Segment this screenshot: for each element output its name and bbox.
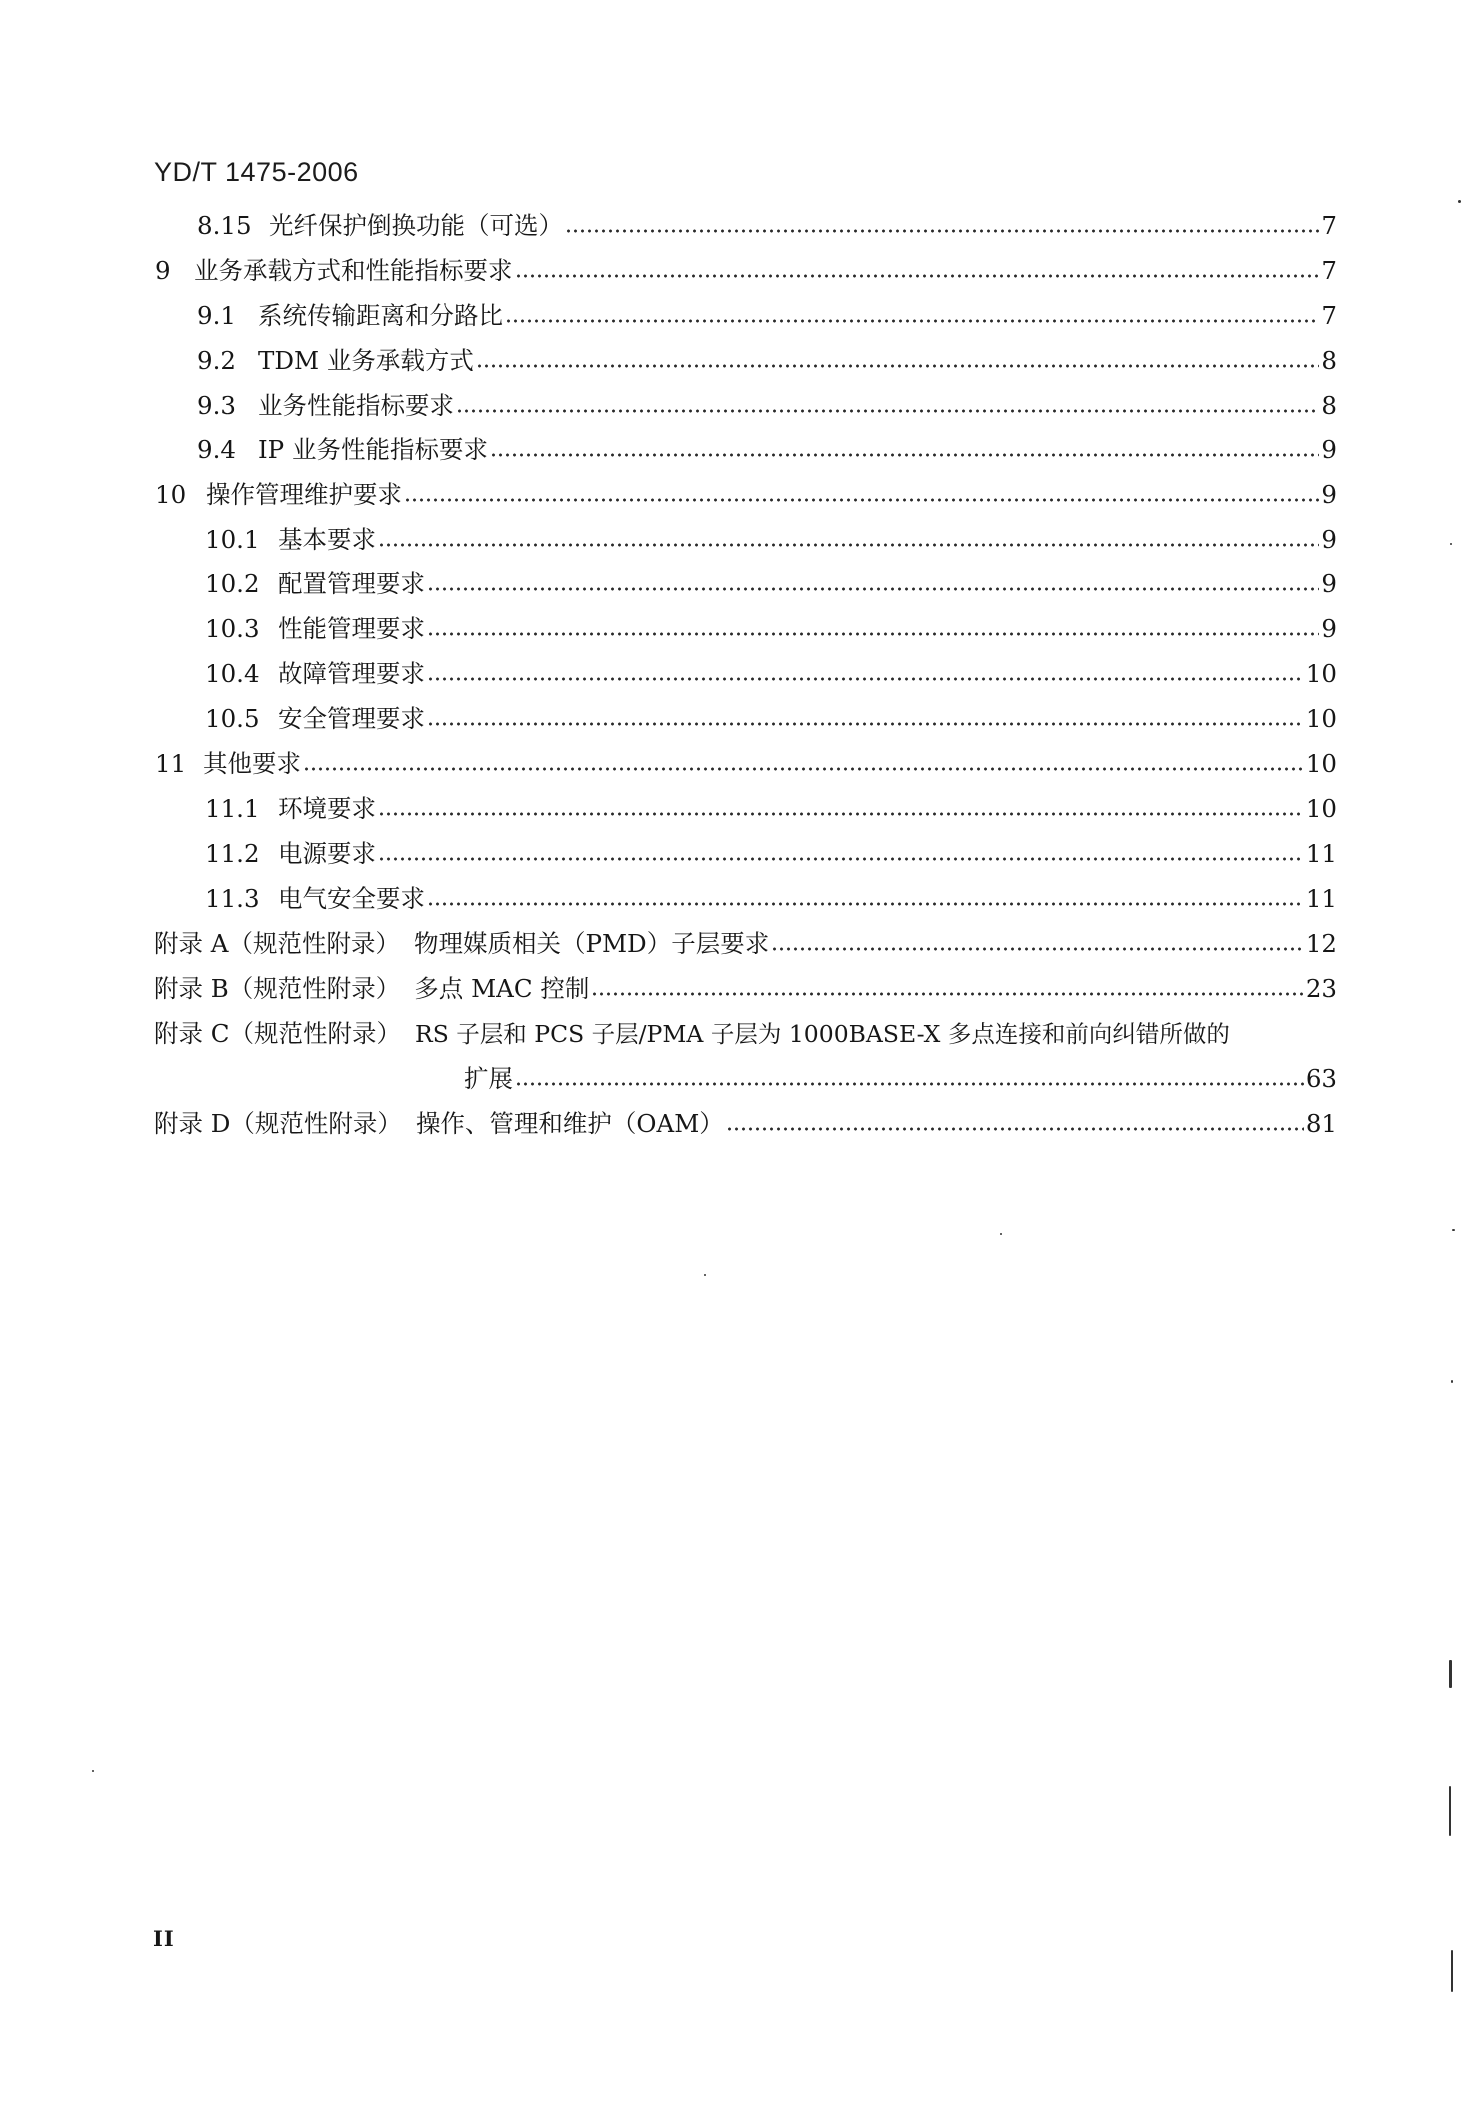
scan-speck — [1000, 1233, 1002, 1235]
toc-page: 7 — [1321, 211, 1337, 240]
annex-title: 多点 MAC 控制 — [414, 974, 590, 1003]
toc-page: 9 — [1321, 435, 1337, 464]
toc-number: 10.1 — [205, 525, 260, 554]
dot-leader — [427, 677, 1304, 681]
toc-line — [464, 1059, 1337, 1099]
toc-title: 安全管理要求 — [278, 704, 425, 733]
dot-leader — [456, 409, 1319, 413]
toc-page: 81 — [1305, 1109, 1337, 1138]
toc-title: 电气安全要求 — [278, 884, 425, 913]
annex-title-continued: 扩展 — [464, 1064, 513, 1093]
toc-number: 10.4 — [205, 659, 260, 688]
toc-number: 11.3 — [205, 884, 260, 913]
annex-label: 附录 C（规范性附录） — [154, 1019, 402, 1048]
toc-number: 10.2 — [205, 569, 260, 598]
toc-line — [278, 654, 1337, 694]
scan-mark — [1449, 1786, 1451, 1836]
annex-entry-continued[interactable] — [0, 1059, 1475, 1099]
dot-leader — [591, 992, 1303, 996]
toc-entry[interactable] — [0, 609, 1475, 649]
dot-leader — [427, 587, 1319, 591]
dot-leader — [505, 319, 1319, 323]
toc-entry[interactable] — [0, 699, 1475, 739]
scan-mark — [1451, 1950, 1453, 1992]
toc-entry[interactable] — [0, 564, 1475, 604]
scan-speck — [1450, 543, 1452, 545]
toc-entry[interactable] — [0, 386, 1475, 426]
toc-page: 10 — [1305, 749, 1337, 778]
dot-leader — [490, 453, 1319, 457]
toc-line — [278, 789, 1337, 829]
scan-speck — [1452, 1229, 1455, 1231]
toc-line — [278, 564, 1337, 604]
scan-speck — [1458, 200, 1461, 203]
annex-entry[interactable] — [0, 969, 1475, 1009]
dot-leader — [303, 767, 1304, 771]
toc-entry[interactable] — [0, 206, 1475, 246]
toc-title: 光纤保护倒换功能（可选） — [269, 211, 563, 240]
toc-line — [154, 1014, 1337, 1054]
toc-title: 业务承载方式和性能指标要求 — [194, 256, 513, 285]
toc-page: 8 — [1321, 346, 1337, 375]
dot-leader — [515, 274, 1320, 278]
toc-number: 9 — [155, 256, 171, 285]
toc-number: 11 — [155, 749, 187, 778]
dot-leader — [726, 1127, 1304, 1131]
toc-line — [194, 251, 1337, 291]
toc-title: 环境要求 — [278, 794, 376, 823]
dot-leader — [378, 543, 1319, 547]
toc-entry[interactable] — [0, 879, 1475, 919]
toc-page: 9 — [1321, 569, 1337, 598]
toc-title: 操作管理维护要求 — [206, 480, 402, 509]
toc-page: 12 — [1305, 929, 1337, 958]
toc-title: 性能管理要求 — [278, 614, 425, 643]
toc-title: 系统传输距离和分路比 — [258, 301, 503, 330]
dot-leader — [476, 364, 1320, 368]
toc-number: 9.3 — [197, 391, 236, 420]
toc-number: 10.3 — [205, 614, 260, 643]
toc-number: 10.5 — [205, 704, 260, 733]
toc-entry[interactable] — [0, 834, 1475, 874]
toc-page: 9 — [1321, 614, 1337, 643]
annex-entry[interactable] — [0, 1104, 1475, 1144]
toc-line — [278, 879, 1337, 919]
toc-page: 10 — [1305, 794, 1337, 823]
toc-entry[interactable] — [0, 341, 1475, 381]
toc-line — [278, 520, 1337, 560]
toc-title: 基本要求 — [278, 525, 376, 554]
toc-title: 其他要求 — [203, 749, 301, 778]
toc-number: 9.1 — [197, 301, 236, 330]
toc-page: 9 — [1321, 480, 1337, 509]
dot-leader — [771, 947, 1304, 951]
annex-label: 附录 A（规范性附录） — [154, 929, 400, 958]
dot-leader — [378, 812, 1304, 816]
dot-leader — [515, 1082, 1304, 1086]
toc-line — [258, 430, 1337, 470]
toc-page: 11 — [1305, 839, 1337, 868]
toc-entry[interactable] — [0, 520, 1475, 560]
toc-line — [154, 1104, 1337, 1144]
toc-title: 业务性能指标要求 — [258, 391, 454, 420]
dot-leader — [404, 498, 1319, 502]
toc-page: 11 — [1305, 884, 1337, 913]
toc-line — [154, 924, 1337, 964]
scan-speck — [704, 1274, 706, 1276]
annex-label: 附录 D（规范性附录） — [154, 1109, 402, 1138]
toc-entry[interactable] — [0, 744, 1475, 784]
toc-line — [278, 609, 1337, 649]
toc-line — [278, 834, 1337, 874]
page-number: II — [153, 1926, 175, 1951]
toc-line — [258, 386, 1337, 426]
toc-title: 电源要求 — [278, 839, 376, 868]
toc-entry[interactable] — [0, 296, 1475, 336]
toc-number: 9.4 — [197, 435, 236, 464]
toc-number: 11.1 — [205, 794, 260, 823]
dot-leader — [427, 902, 1304, 906]
annex-title: RS 子层和 PCS 子层/PMA 子层为 1000BASE-X 多点连接和前向纠错所做的 — [415, 1020, 1230, 1048]
dot-leader — [565, 229, 1319, 233]
scan-mark — [1449, 1660, 1452, 1688]
toc-entry[interactable] — [0, 789, 1475, 829]
toc-page: 9 — [1321, 525, 1337, 554]
toc-page: 10 — [1305, 704, 1337, 733]
scan-speck — [92, 1770, 94, 1772]
annex-title: 操作、管理和维护（OAM） — [415, 1109, 724, 1138]
toc-number: 9.2 — [197, 346, 236, 375]
dot-leader — [427, 632, 1319, 636]
document-number: YD/T 1475-2006 — [154, 157, 359, 187]
toc-line — [278, 699, 1337, 739]
toc-page: 63 — [1305, 1064, 1337, 1093]
toc-entry[interactable] — [0, 475, 1475, 515]
toc-entry[interactable] — [0, 654, 1475, 694]
scan-speck — [1451, 1380, 1453, 1383]
toc-page: 10 — [1305, 659, 1337, 688]
toc-page: 8 — [1321, 391, 1337, 420]
toc-line — [206, 475, 1337, 515]
dot-leader — [378, 857, 1304, 861]
annex-entry[interactable] — [0, 1014, 1475, 1054]
toc-title: IP 业务性能指标要求 — [258, 435, 488, 464]
dot-leader — [427, 722, 1304, 726]
toc-page: 7 — [1321, 256, 1337, 285]
annex-entry[interactable] — [0, 924, 1475, 964]
toc-title: 配置管理要求 — [278, 569, 425, 598]
toc-title: 故障管理要求 — [278, 659, 425, 688]
toc-entry[interactable] — [0, 251, 1475, 291]
toc-line — [154, 969, 1337, 1009]
toc-entry[interactable] — [0, 430, 1475, 470]
annex-label: 附录 B（规范性附录） — [154, 974, 401, 1003]
toc-line — [203, 744, 1337, 784]
toc-line — [258, 341, 1337, 381]
annex-title: 物理媒质相关（PMD）子层要求 — [413, 929, 770, 958]
toc-number: 11.2 — [205, 839, 260, 868]
toc-line — [269, 206, 1337, 246]
toc-title: TDM 业务承载方式 — [258, 346, 474, 375]
toc-number: 10 — [155, 480, 187, 509]
toc-page: 7 — [1321, 301, 1337, 330]
toc-line — [258, 296, 1337, 336]
toc-number: 8.15 — [197, 211, 252, 240]
toc-page: 23 — [1305, 974, 1337, 1003]
